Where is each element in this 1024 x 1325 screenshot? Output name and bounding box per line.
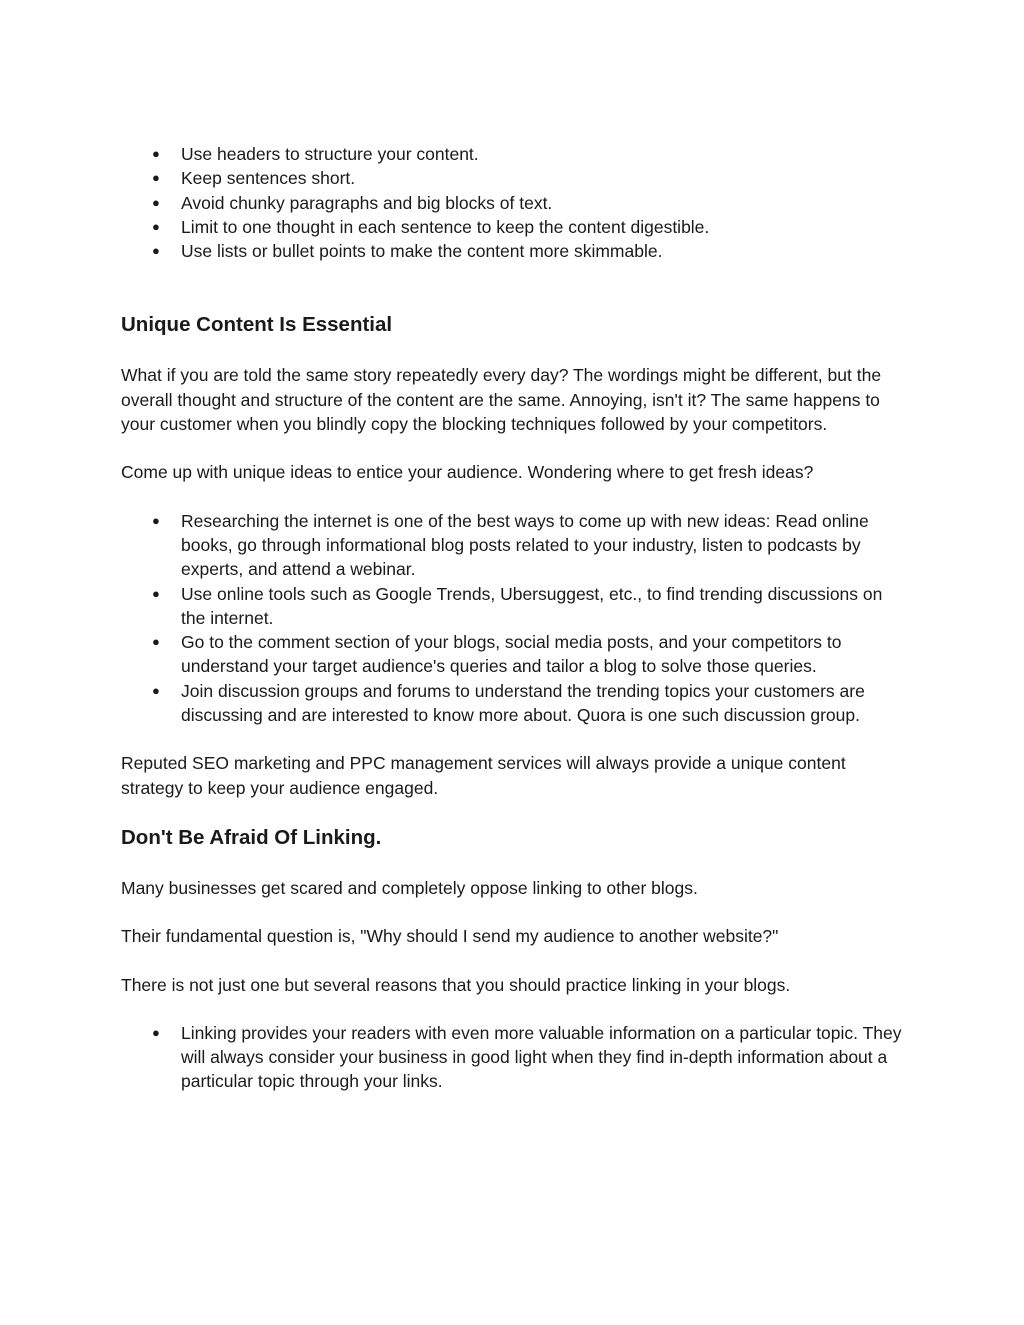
bullet-icon: ● (152, 585, 160, 601)
paragraph: Many businesses get scared and completely oppose linking to other blogs. (121, 877, 698, 898)
list-item: ● Limit to one thought in each sentence to keep the content digestible. (121, 215, 911, 239)
list-item: ● Go to the comment section of your blogs, social media posts, and your competitors to understand your target audience's queries and tailor a blog to solve those queries. (152, 632, 842, 677)
bullet-icon: ● (152, 1024, 160, 1040)
list-item: ● Researching the internet is one of the best ways to come up with new ideas: Read online books, go through informational blog posts related to your industry, listen to podcasts by experts, and attend a webinar. (152, 510, 869, 580)
bullet-icon: ● (152, 682, 160, 698)
list-item: ● Avoid chunky paragraphs and big blocks of text. (121, 191, 911, 215)
section-heading-linking: Don't Be Afraid Of Linking. (121, 825, 382, 849)
paragraph: Their fundamental question is, "Why should I send my audience to another website?" (121, 926, 779, 947)
paragraph: Reputed SEO marketing and PPC management services will always provide a unique content strategy to keep your audience engaged. (121, 753, 846, 798)
bullet-icon: ● (152, 512, 160, 528)
bullet-icon: ● (152, 218, 160, 234)
bullet-icon: ● (152, 146, 160, 161)
list-item: ● Use online tools such as Google Trends, Ubersuggest, etc., to find trending discussions on the internet. (152, 583, 883, 628)
tips-list (121, 142, 911, 263)
section-heading-unique-content: Unique Content Is Essential (121, 313, 393, 337)
bullet-icon: ● (152, 170, 160, 186)
bullet-icon: ● (152, 243, 160, 259)
document-page (121, 142, 911, 1094)
list-item: ● Use lists or bullet points to make the content more skimmable. (121, 239, 911, 263)
paragraph: What if you are told the same story repeatedly every day? The wordings might be different, but the overall thought and structure of the content are the same. Annoying, isn't it? The same happens to your customer when you blindly copy the blocking techniques followed by your competitors. (121, 365, 882, 435)
list-item: ● Use headers to structure your content. (121, 142, 911, 166)
list-item: ● Linking provides your readers with even more valuable information on a particular topic. They will always consider your business in good light when they find in-depth information about a particular topic through your links. (152, 1022, 902, 1092)
paragraph: There is not just one but several reasons that you should practice linking in your blogs. (121, 974, 791, 995)
paragraph: Come up with unique ideas to entice your audience. Wondering where to get fresh ideas? (121, 462, 814, 483)
list-item: ● Keep sentences short. (121, 166, 911, 190)
ideas-list (121, 509, 911, 728)
bullet-icon: ● (152, 194, 160, 210)
list-item: ● Join discussion groups and forums to understand the trending topics your customers are discussing and are interested to know more about. Quora is one such discussion group. (152, 680, 865, 726)
linking-reasons-list (121, 1021, 911, 1094)
bullet-icon: ● (152, 634, 160, 650)
